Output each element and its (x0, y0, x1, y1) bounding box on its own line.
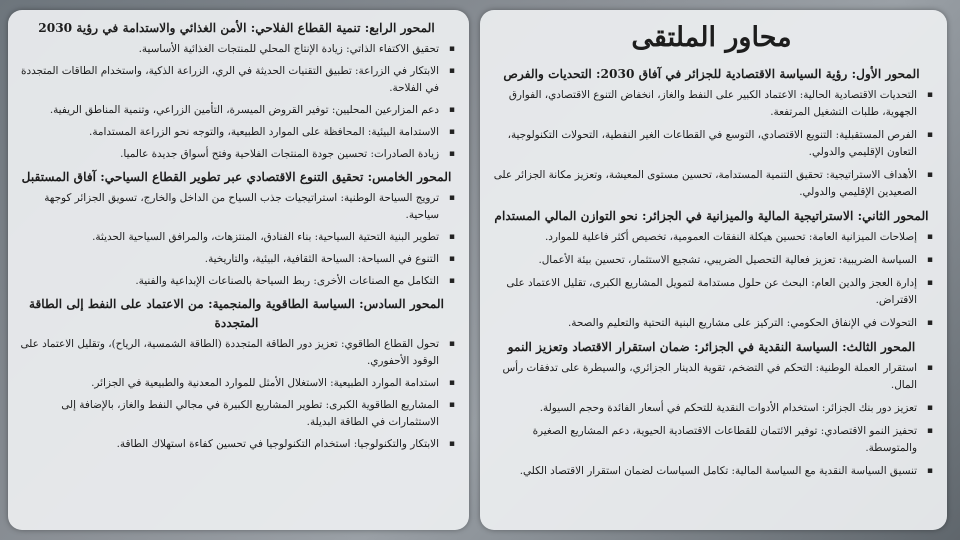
list-item: ▪ إصلاحات الميزانية العامة: تحسين هيكلة النفقات العمومية، تخصيص أكثر فاعلية للموارد. (490, 229, 933, 246)
list-item: ▪ تحقيق الاكتفاء الذاتي: زيادة الإنتاج المحلي للمنتجات الغذائية الأساسية. (18, 41, 455, 58)
list-item: ▪ إدارة العجز والدين العام: البحث عن حلول مستدامة لتمويل المشاريع الكبرى، تقليل الاعتماد على الاقتراض. (490, 275, 933, 309)
list-item: ▪ التحديات الاقتصادية الحالية: الاعتماد الكبير على النفط والغاز، انخفاض التنوع الاقتصادي، الفوارق الجهوية، طلبات التشغيل المرتفعة. (490, 87, 933, 121)
list-item: ▪ الابتكار في الزراعة: تطبيق التقنيات الحديثة في الري، الزراعة الذكية، واستخدام الطاقات المتجددة في الفلاحة. (18, 63, 455, 97)
list-item: ▪ التحولات في الإنفاق الحكومي: التركيز على مشاريع البنية التحتية والتعليم والصحة. (490, 315, 933, 332)
section-heading-1: المحور الأول: رؤية السياسة الاقتصادية للجزائر في آفاق 2030: التحديات والفرص (503, 67, 920, 81)
section-list-5 (18, 190, 455, 290)
section-heading-5: المحور الخامس: تحقيق التنوع الاقتصادي عبر تطوير القطاع السياحي: آفاق المستقبل (21, 170, 452, 184)
list-item: ▪ التنوع في السياحة: السياحة الثقافية، البيئية، والتاريخية. (18, 251, 455, 268)
list-item: ▪ تنسيق السياسة النقدية مع السياسة المالية: تكامل السياسات لضمان استقرار الاقتصاد الكلي. (490, 463, 933, 480)
list-item: ▪ تحفيز النمو الاقتصادي: توفير الائتمان للقطاعات الاقتصادية الحيوية، دعم المشاريع الصغيرة والمتوسطة. (490, 423, 933, 457)
section-heading-2: المحور الثاني: الاستراتيجية المالية والميزانية في الجزائر: نحو التوازن المالي المستدام (494, 209, 929, 223)
list-item: ▪ استقرار العملة الوطنية: التحكم في التضخم، تقوية الدينار الجزائري، والسيطرة على تدفقات رأس المال. (490, 360, 933, 394)
list-item: ▪ تعزيز دور بنك الجزائر: استخدام الأدوات النقدية للتحكم في أسعار الفائدة وحجم السيولة. (490, 400, 933, 417)
left-panel (8, 10, 469, 530)
list-item: ▪ تطوير البنية التحتية السياحية: بناء الفنادق، المنتزهات، والمرافق السياحية الحديثة. (18, 229, 455, 246)
list-item: ▪ الفرص المستقبلية: التنويع الاقتصادي، التوسع في القطاعات الغير النفطية، التحولات التكنولوجية، التعاون الإقليمي والدولي. (490, 127, 933, 161)
section-heading-6: المحور السادس: السياسة الطاقوية والمنجمية: من الاعتماد على النفط إلى الطاقة المتجددة (28, 297, 445, 330)
list-item: ▪ الاستدامة البيئية: المحافظة على الموارد الطبيعية، والتوجه نحو الزراعة المستدامة. (18, 124, 455, 141)
section-list-3 (490, 360, 933, 480)
list-item: ▪ المشاريع الطاقوية الكبرى: تطوير المشاريع الكبيرة في مجالي النفط والغاز، بالإضافة إلى الاستثمارات في الطاقة البديلة. (18, 397, 455, 431)
list-item: ▪ دعم المزارعين المحليين: توفير القروض الميسرة، التأمين الزراعي، وتنمية المناطق الريفية. (18, 102, 455, 119)
page-title: محاور الملتقى (631, 22, 792, 53)
section-list-2 (490, 229, 933, 332)
list-item: ▪ السياسة الضريبية: تعزيز فعالية التحصيل الضريبي، تشجيع الاستثمار، تحسين بيئة الأعمال. (490, 252, 933, 269)
section-list-1 (490, 87, 933, 201)
list-item: ▪ التكامل مع الصناعات الأخرى: ربط السياحة بالصناعات الإبداعية والفنية. (18, 273, 455, 290)
section-list-4 (18, 41, 455, 163)
list-item: ▪ الأهداف الاستراتيجية: تحقيق التنمية المستدامة، تحسين مستوى المعيشة، وتعزيز مكانة الجزائر على الصعيدين الإقليمي والدولي. (490, 167, 933, 201)
list-item: ▪ تحول القطاع الطاقوي: تعزيز دور الطاقة المتجددة (الطاقة الشمسية، الرياح)، وتقليل الاعتماد على الوقود الأحفوري. (18, 336, 455, 370)
list-item: ▪ ترويج السياحة الوطنية: استراتيجيات جذب السياح من الداخل والخارج، تسويق الجزائر كوجهة سياحية. (18, 190, 455, 224)
section-list-6 (18, 336, 455, 453)
list-item: ▪ الابتكار والتكنولوجيا: استخدام التكنولوجيا في تحسين كفاءة استهلاك الطاقة. (18, 436, 455, 453)
list-item: ▪ استدامة الموارد الطبيعية: الاستغلال الأمثل للموارد المعدنية والطبيعية في الجزائر. (18, 375, 455, 392)
right-panel (480, 10, 947, 530)
list-item: ▪ زيادة الصادرات: تحسين جودة المنتجات الفلاحية وفتح أسواق جديدة عالميا. (18, 146, 455, 163)
section-heading-3: المحور الثالث: السياسة النقدية في الجزائر: ضمان استقرار الاقتصاد وتعزيز النمو (507, 340, 916, 354)
section-heading-4: المحور الرابع: تنمية القطاع الفلاحي: الأمن الغذائي والاستدامة في رؤية 2030 (38, 21, 435, 35)
